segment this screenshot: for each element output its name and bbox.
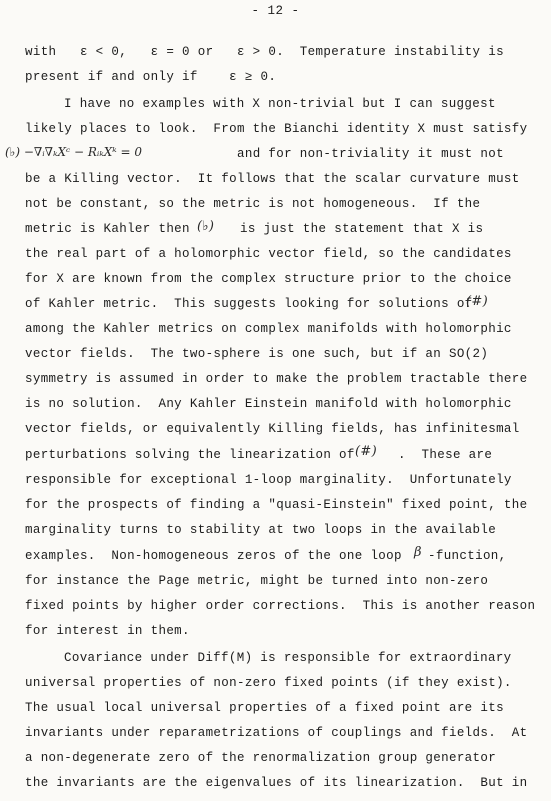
handwritten-reference-sharp: (#): [355, 444, 378, 459]
text-line: for interest in them.: [25, 624, 190, 638]
text-line: symmetry is assumed in order to make the problem tractable there: [25, 372, 528, 386]
handwritten-equation: (♭) −∇ᵢ∇ₖXᶜ − RᵢₖXᵏ = 0: [5, 145, 142, 159]
text-line: present if and only if ε ≥ 0.: [25, 70, 277, 84]
handwritten-beta: β: [414, 545, 422, 560]
text-line: -function,: [428, 549, 507, 563]
text-line: responsible for exceptional 1-loop marginality. Unfortunately: [25, 473, 512, 487]
text-line: the invariants are the eigenvalues of its linearization. But in: [25, 776, 528, 790]
text-line: be a Killing vector. It follows that the scalar curvature must: [25, 172, 520, 186]
text-line: among the Kahler metrics on complex manifolds with holomorphic: [25, 322, 512, 336]
text-line: for the prospects of finding a "quasi-Einstein" fixed point, the: [25, 498, 528, 512]
text-line: marginality turns to stability at two loops in the available: [25, 523, 497, 537]
text-line: for X are known from the complex structure prior to the choice: [25, 272, 512, 286]
text-line: likely places to look. From the Bianchi identity X must satisfy: [25, 122, 528, 136]
text-line: for instance the Page metric, might be turned into non-zero: [25, 574, 489, 588]
text-line: a non-degenerate zero of the renormalization group generator: [25, 751, 497, 765]
text-line: examples. Non-homogeneous zeros of the one loop: [25, 549, 402, 563]
text-line: vector fields, or equivalently Killing fields, has infinitesmal: [25, 422, 520, 436]
text-line: perturbations solving the linearization of: [25, 448, 355, 462]
text-line: and for non-triviality it must not: [237, 147, 504, 161]
text-line: not be constant, so the metric is not homogeneous. If the: [25, 197, 481, 211]
page-number: - 12 -: [251, 4, 300, 18]
text-line: universal properties of non-zero fixed points (if they exist).: [25, 676, 512, 690]
text-line: the real part of a holomorphic vector field, so the candidates: [25, 247, 512, 261]
text-line: of Kahler metric. This suggests looking for solutions of: [25, 297, 473, 311]
text-line: metric is Kahler then: [25, 222, 190, 236]
text-line: I have no examples with X non-trivial but I can suggest: [64, 97, 496, 111]
text-line: fixed points by higher order corrections. This is another reason: [25, 599, 536, 613]
text-line: The usual local universal properties of a fixed point are its: [25, 701, 504, 715]
text-line: is no solution. Any Kahler Einstein manifold with holomorphic: [25, 397, 512, 411]
text-line: vector fields. The two-sphere is one such, but if an SO(2): [25, 347, 489, 361]
text-line: is just the statement that X is: [240, 222, 484, 236]
text-line: invariants under reparametrizations of couplings and fields. At: [25, 726, 528, 740]
text-line: Covariance under Diff(M) is responsible for extraordinary: [64, 651, 512, 665]
handwritten-reference-sharp: (#): [466, 294, 489, 309]
text-line: with ε < 0, ε = 0 or ε > 0. Temperature instability is: [25, 45, 504, 59]
handwritten-reference-flat: (♭): [197, 219, 215, 234]
text-line: . These are: [398, 448, 493, 462]
